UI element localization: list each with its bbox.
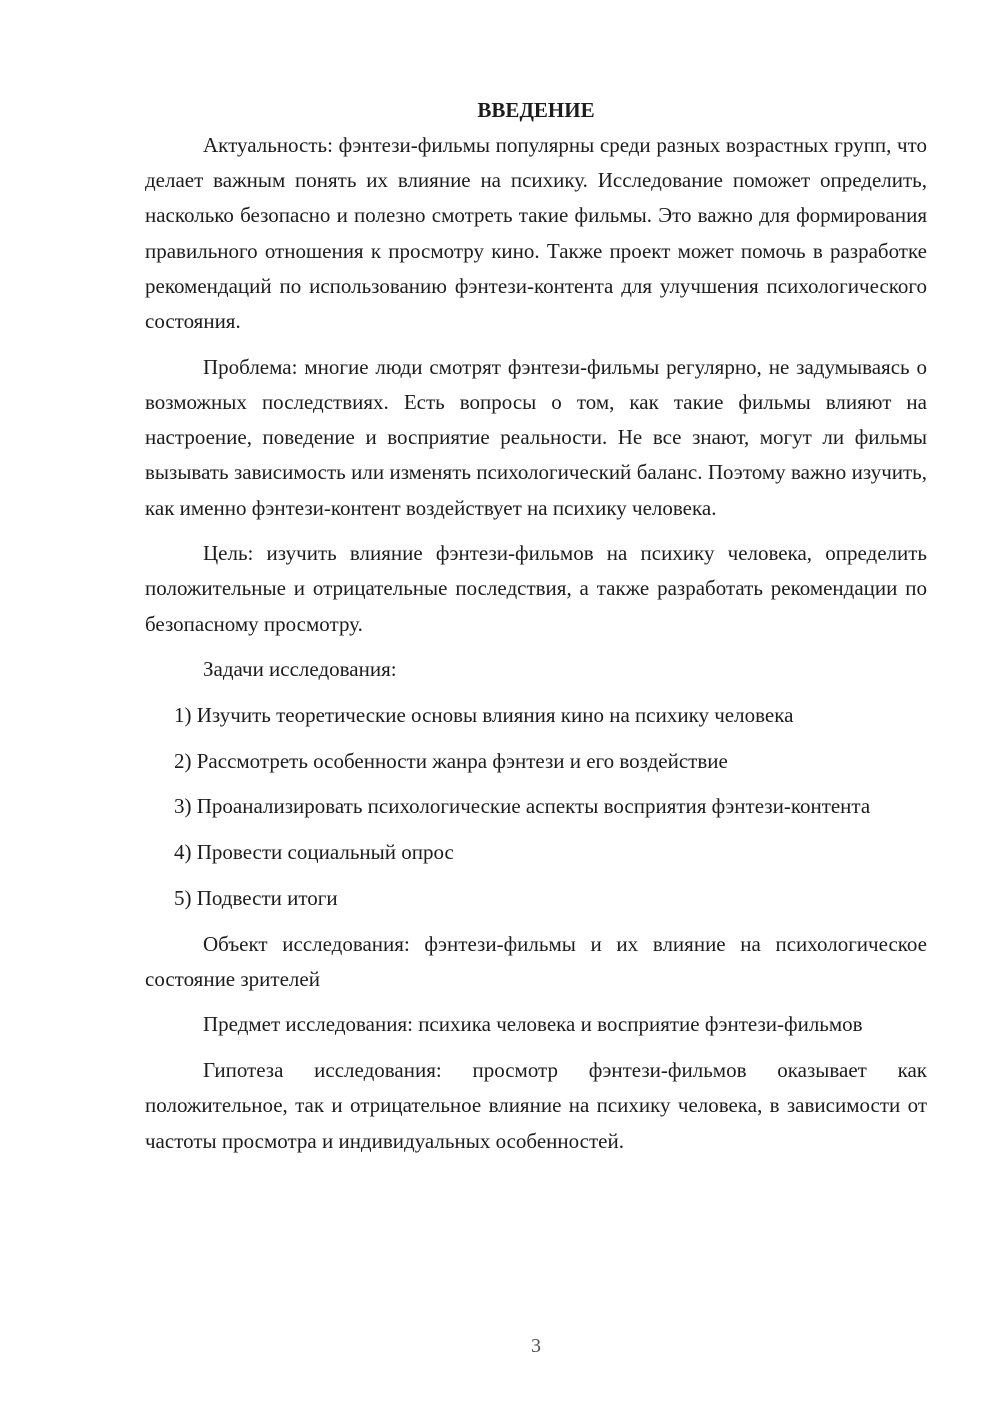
- task-item: 2) Рассмотреть особенности жанра фэнтези и его воздействие: [174, 748, 728, 773]
- paragraph-gap: [145, 779, 927, 790]
- paragraph-gap: [145, 642, 927, 653]
- paragraph-gap: [145, 733, 927, 744]
- paragraph-hypothesis: Гипотеза исследования: просмотр фэнтези-фильмов оказывает как положительное, так и отрицательное влияние на психику человека, в зависимости от частоты просмотра и индивидуальных особенностей.: [145, 1058, 927, 1153]
- paragraph-gap: [145, 870, 927, 881]
- paragraph-gap: [145, 997, 927, 1008]
- paragraph-gap: [145, 688, 927, 699]
- paragraph-subject: Предмет исследования: психика человека и восприятие фэнтези-фильмов: [203, 1012, 863, 1037]
- task-item: 1) Изучить теоретические основы влияния кино на психику человека: [174, 703, 794, 728]
- paragraph-gap: [145, 1043, 927, 1054]
- paragraph-gap: [145, 825, 927, 836]
- document-page: [145, 92, 927, 1159]
- paragraph-gap: [145, 339, 927, 350]
- task-item: 5) Подвести итоги: [174, 885, 338, 910]
- paragraph-gap: [145, 916, 927, 927]
- paragraph-gap: [145, 526, 927, 537]
- page-number: 3: [531, 1335, 541, 1357]
- paragraph-relevance: Актуальность: фэнтези-фильмы популярны среди разных возрастных групп, что делает важным понять их влияние на психику. Исследование поможет определить, насколько безопасно и полезно смотреть такие фильмы. Это важно для формирования правильного отношения к просмотру кино. Также проект может помочь в разработке рекомендаций по использованию фэнтези-контента для улучшения психологического состояния.: [145, 133, 927, 334]
- task-item: 3) Проанализировать психологические аспекты восприятия фэнтези-контента: [174, 794, 871, 819]
- task-item: 4) Провести социальный опрос: [174, 840, 454, 865]
- page-title: ВВЕДЕНИЕ: [477, 98, 595, 122]
- paragraph-problem: Проблема: многие люди смотрят фэнтези-фильмы регулярно, не задумываясь о возможных последствиях. Есть вопросы о том, как такие фильмы влияют на настроение, поведение и восприятие реальности. Не все знают, могут ли фильмы вызывать зависимость или изменять психологический баланс. Поэтому важно изучить, как именно фэнтези-контент воздействует на психику человека.: [145, 354, 927, 520]
- tasks-heading: Задачи исследования:: [203, 657, 397, 682]
- paragraph-object: Объект исследования: фэнтези-фильмы и их влияние на психологическое состояние зрителей: [145, 931, 927, 991]
- paragraph-goal: Цель: изучить влияние фэнтези-фильмов на психику человека, определить положительные и отрицательные последствия, а также разработать рекомендации по безопасному просмотру.: [145, 541, 927, 636]
